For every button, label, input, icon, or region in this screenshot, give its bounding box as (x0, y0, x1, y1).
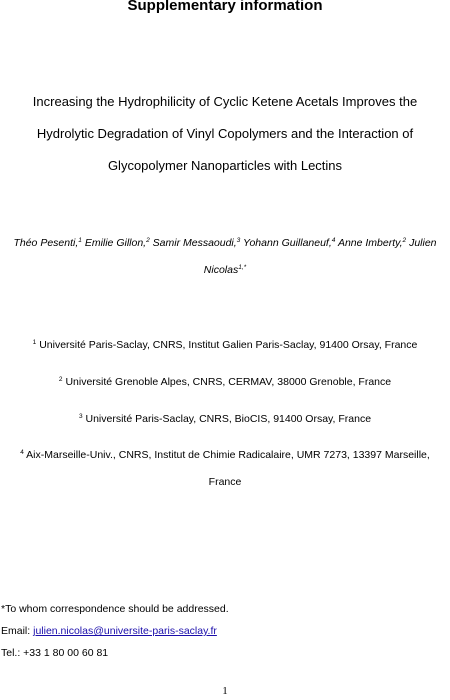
affiliation-1 (0, 338, 450, 352)
paper-title (0, 86, 450, 182)
telephone-line: Tel.: +33 1 80 00 60 81 (1, 647, 109, 659)
affiliation-number: 1 (32, 339, 37, 346)
author-name: Samir Messaoudi, (152, 237, 237, 249)
affiliation-4-continued: France (208, 476, 242, 488)
affiliation-text: Université Paris-Saclay, CNRS, Institut Galien Paris-Saclay, 91400 Orsay, France (39, 339, 418, 351)
author-affiliation-mark: 1,* (238, 264, 247, 271)
affiliation-text: Université Paris-Saclay, CNRS, BioCIS, 91400 Orsay, France (85, 413, 372, 425)
email-link[interactable]: julien.nicolas@universite-paris-saclay.fr (33, 625, 217, 637)
title-line: Glycopolymer Nanoparticles with Lectins (107, 158, 343, 173)
title-line: Hydrolytic Degradation of Vinyl Copolymers and the Interaction of (36, 126, 414, 141)
author-affiliation-mark: 3 (236, 237, 241, 244)
email-line (1, 620, 229, 642)
affiliation-number: 3 (78, 413, 83, 420)
author-affiliation-mark: 4 (331, 237, 336, 244)
author-name: Yohann Guillaneuf, (243, 237, 332, 249)
author-name: Emilie Gillon, (84, 237, 147, 249)
affiliation-number: 4 (20, 449, 24, 456)
author-affiliation-mark: 1 (78, 237, 82, 244)
author-name-part: Julien (409, 237, 437, 249)
title-line: Increasing the Hydrophilicity of Cyclic Ketene Acetals Improves the (32, 94, 418, 109)
author-affiliation-mark: 2 (146, 237, 150, 244)
author-affiliation-mark: 2 (402, 237, 407, 244)
author-line (0, 257, 450, 284)
author-name: Anne Imberty, (337, 237, 403, 249)
author-name: Théo Pesenti, (13, 237, 79, 249)
author-name-part: Nicolas (203, 264, 239, 276)
affiliation-text: Université Grenoble Alpes, CNRS, CERMAV, 38000 Grenoble, France (65, 376, 392, 388)
correspondence-block (1, 598, 229, 664)
affiliation-3 (0, 412, 450, 426)
correspondence-note: *To whom correspondence should be addressed. (1, 603, 229, 615)
page-number: 1 (222, 685, 228, 697)
affiliation-2 (0, 375, 450, 389)
affiliation-number: 2 (58, 376, 63, 383)
email-label: Email: (1, 625, 31, 637)
author-list (0, 230, 450, 284)
affiliation-text: Aix-Marseille-Univ., CNRS, Institut de Chimie Radicalaire, UMR 7273, 13397 Marseille, (26, 449, 430, 461)
page-heading: Supplementary information (127, 0, 323, 14)
affiliation-4 (0, 448, 450, 462)
author-line (0, 230, 450, 257)
